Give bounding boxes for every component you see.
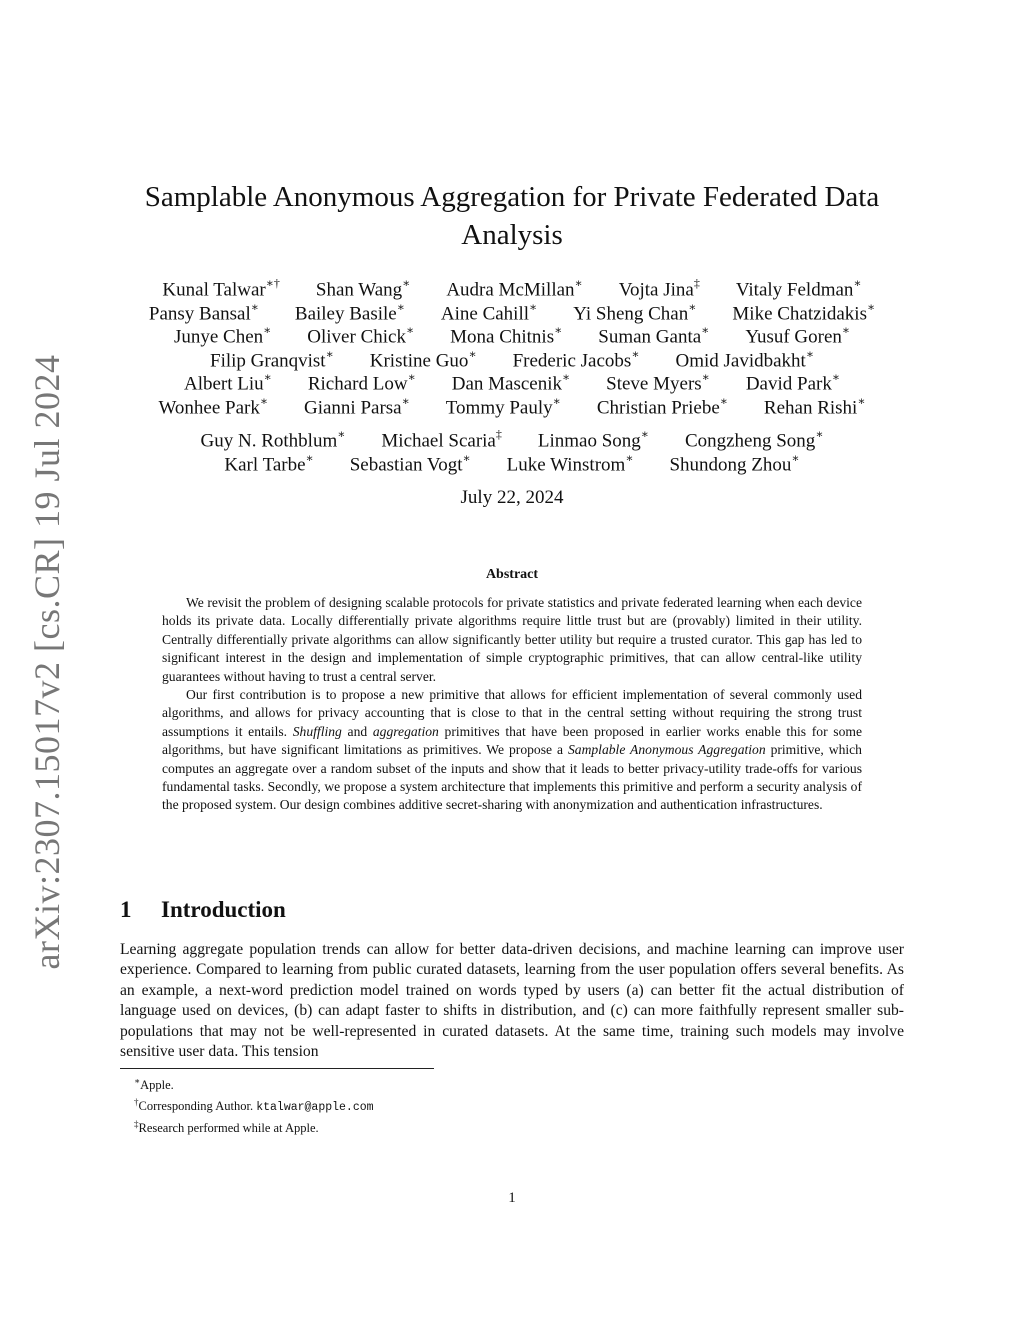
arxiv-stamp: arXiv:2307.15017v2 [cs.CR] 19 Jul 2024: [27, 354, 67, 970]
author: David Park∗: [745, 370, 840, 395]
author: Sebastian Vogt∗: [349, 450, 471, 475]
author: Shundong Zhou∗: [669, 450, 800, 475]
author: Steve Myers∗: [606, 370, 710, 395]
author: Wonhee Park∗: [158, 393, 268, 419]
author: Tommy Pauly∗: [445, 393, 561, 419]
author: Vojta Jina‡: [618, 276, 700, 301]
author-row: [100, 344, 924, 372]
author-row: [100, 391, 924, 419]
author: Richard Low∗: [307, 370, 416, 395]
body-paragraph: Learning aggregate population trends can allow for better data-driven decisions, and machine learning can improve user experience. Compared to learning from public curated datasets, learning from the user population offers several benefits. As an example, a next-word prediction model trained on words typed by users (a) can better fit the actual distribution of language used on devices, (b) can adapt faster to shifts in distribution, and (c) can more faithfully represent smaller sub-populations that may not be well-represented in curated datasets. At the same time, training such models may involve sensitive user data. This tension: [120, 941, 904, 1061]
author-row: [100, 424, 924, 452]
email-link[interactable]: ktalwar@apple.com: [256, 1101, 374, 1115]
publication-date: July 22, 2024: [460, 487, 564, 508]
footnote: ∗Apple.: [134, 1076, 174, 1093]
abstract-paragraph: Our first contribution is to propose a new primitive that allows for efficient implementation of several commonly used algorithms, and allows for privacy accounting that is close to that in the central setting without requiring the strong trust assumptions it entails. Shuffling and aggregation primitives that have been proposed in earlier works enable this for some algorithms, but have significant limitations as primitives. We propose a Samplable Anonymous Aggregation primitive, which computes an aggregate over a random subset of the inputs and show that it leads to better privacy-utility trade-offs for various fundamental tasks. Secondly, we propose a system architecture that implements this primitive and perform a security analysis of the proposed system. Our design combines additive secret-sharing with anonymization and authentication infrastructures.: [162, 687, 862, 813]
author: Kunal Talwar∗†: [162, 276, 280, 301]
author-row: [100, 273, 924, 301]
author: Albert Liu∗: [183, 370, 272, 395]
author-row: [100, 367, 924, 395]
footnotes: [134, 1073, 374, 1137]
footnote-divider: [120, 1068, 434, 1069]
author: Pansy Bansal∗: [148, 299, 259, 324]
author: Kristine Guo∗: [369, 346, 477, 372]
footnote: ‡Research performed while at Apple.: [134, 1119, 319, 1136]
author: Suman Ganta∗: [598, 323, 710, 348]
author-row: [100, 297, 924, 324]
author: Oliver Chick∗: [307, 323, 415, 348]
abstract-paragraph: We revisit the problem of designing scalable protocols for private statistics and private federated learning when each device holds its private data. Locally differentially private algorithms require little trust but are (provably) limited in their utility. Centrally differentially private algorithms can allow significantly better utility but require a trusted curator. This gap has led to significant interest in the design and implementation of simple cryptographic primitives, that can allow central-like utility guarantees without having to trust a central server.: [162, 595, 862, 684]
author: Audra McMillan∗: [446, 276, 583, 301]
author: Mike Chatzidakis∗: [732, 299, 876, 324]
author: Filip Granqvist∗: [210, 346, 334, 372]
author: Dan Mascenik∗: [451, 370, 571, 395]
author: Karl Tarbe∗: [224, 450, 314, 475]
abstract-heading: Abstract: [485, 567, 539, 582]
author: Junye Chen∗: [173, 323, 272, 348]
section-title: Introduction: [161, 897, 286, 922]
page-number: 1: [508, 1190, 516, 1206]
author: Congzheng Song∗: [684, 427, 824, 452]
introduction-body: [120, 940, 904, 1062]
author: Christian Priebe∗: [596, 393, 728, 419]
author: Rehan Rishi∗: [763, 393, 866, 419]
author-list: [100, 273, 924, 419]
author: Linmao Song∗: [537, 427, 649, 452]
author-row: [100, 320, 924, 348]
section-number: 1: [120, 897, 132, 922]
author: Bailey Basile∗: [294, 299, 405, 324]
author: Yusuf Goren∗: [745, 323, 851, 348]
section-heading: [120, 897, 286, 923]
author: Guy N. Rothblum∗: [200, 427, 346, 452]
footnote: †Corresponding Author. ktalwar@apple.com: [134, 1097, 374, 1115]
author: Yi Sheng Chan∗: [573, 299, 697, 324]
abstract-body: [162, 594, 862, 815]
author: Shan Wang∗: [315, 276, 411, 301]
author-list-secondary: [100, 424, 924, 475]
author: Mona Chitnis∗: [450, 323, 563, 348]
author: Omid Javidbakht∗: [675, 346, 814, 372]
paper-title: Samplable Anonymous Aggregation for Private Federated Data Analysis: [144, 181, 880, 251]
author: Michael Scaria‡: [381, 427, 502, 452]
author: Vitaly Feldman∗: [735, 276, 862, 301]
author: Aine Cahill∗: [440, 299, 538, 324]
author: Frederic Jacobs∗: [512, 346, 640, 372]
author: Luke Winstrom∗: [506, 450, 634, 475]
author: Gianni Parsa∗: [304, 393, 410, 419]
